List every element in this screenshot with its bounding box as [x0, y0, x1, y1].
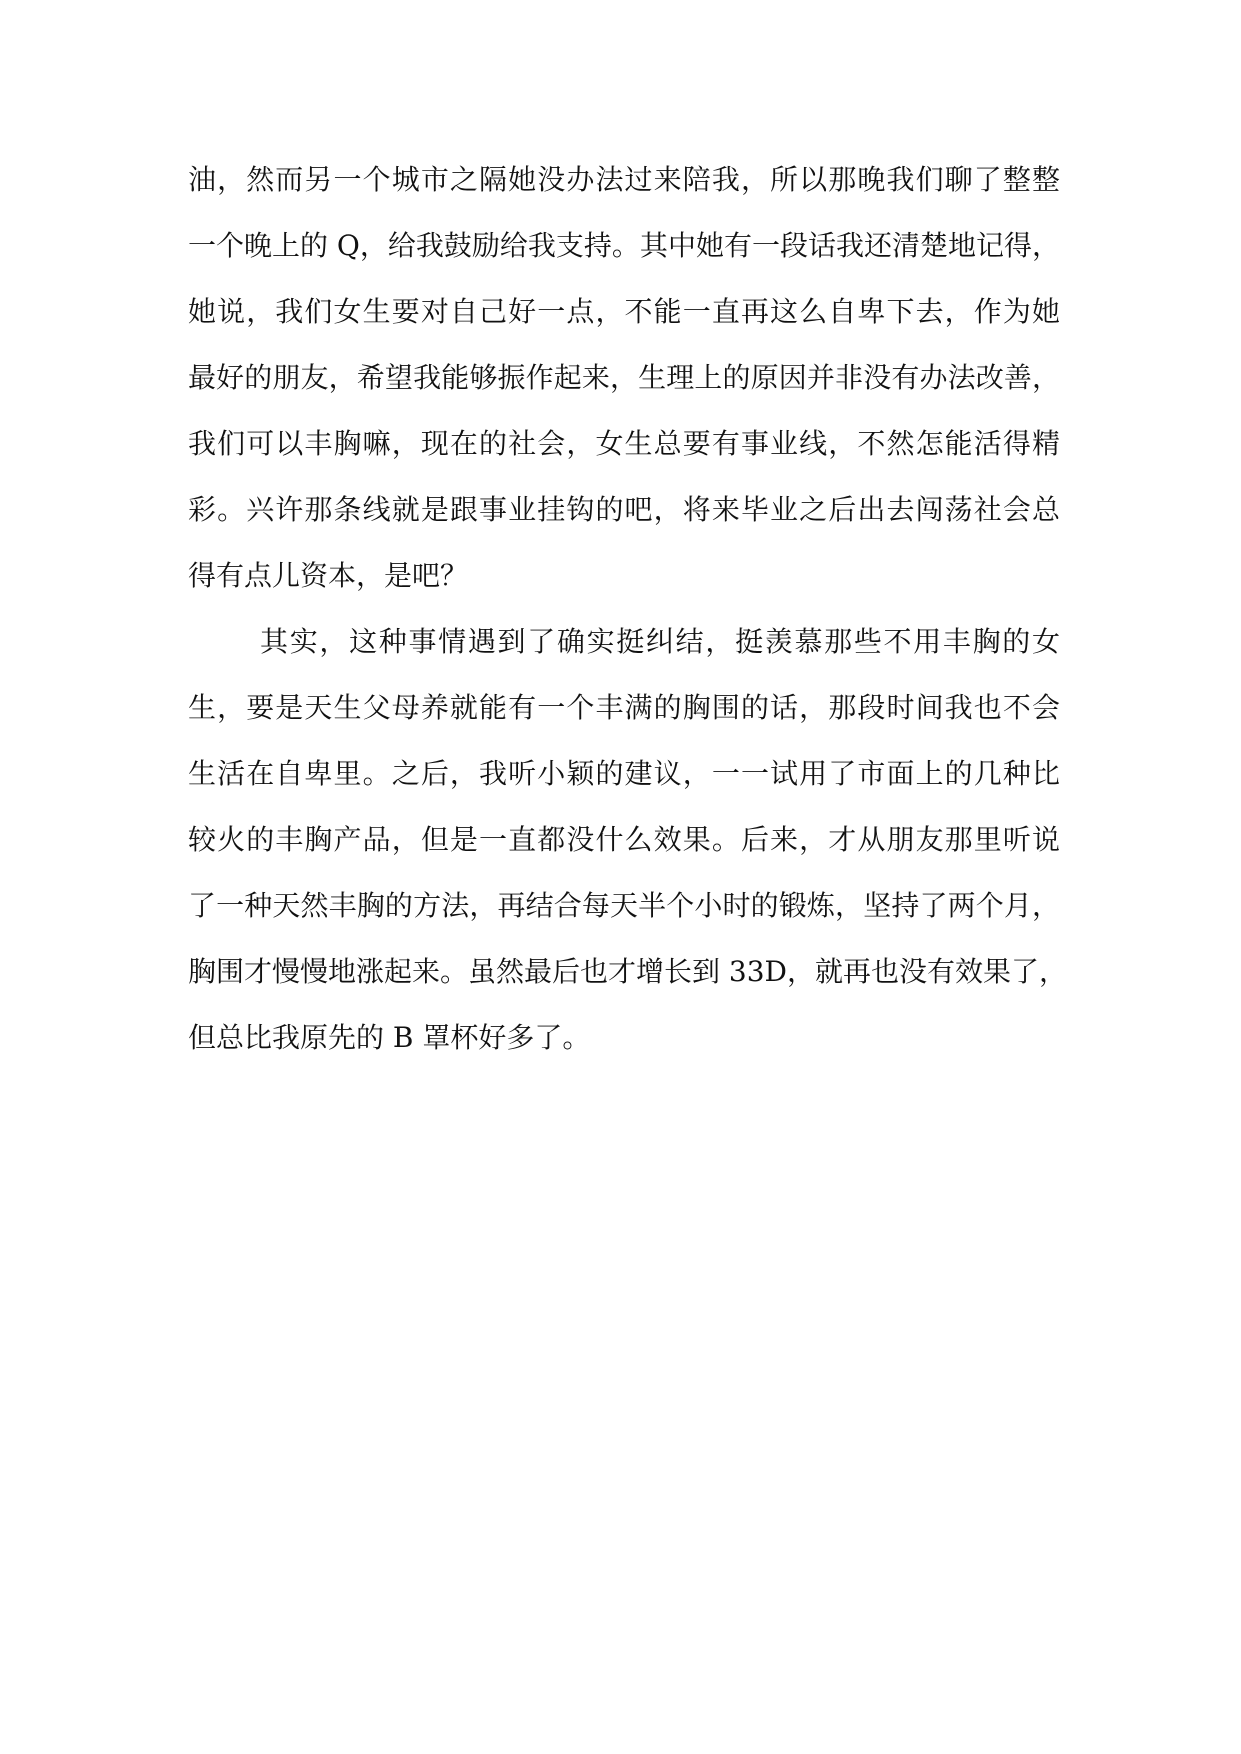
paragraph-line: 胸围才慢慢地涨起来。虽然最后也才增长到 33D，就再也没有效果了，: [188, 955, 1067, 988]
paragraph-line: 一个晚上的 Q，给我鼓励给我支持。其中她有一段话我还清楚地记得，: [188, 229, 1060, 262]
paragraph-line: 生活在自卑里。之后，我听小颖的建议，一一试用了市面上的几种比: [188, 757, 1060, 790]
paragraph-line: 得有点儿资本，是吧？: [188, 559, 469, 592]
paragraph-line: 油，然而另一个城市之隔她没办法过来陪我，所以那晚我们聊了整整: [188, 163, 1060, 196]
paragraph-1: [188, 160, 1060, 596]
paragraph-line: 但总比我原先的 B 罩杯好多了。: [188, 1021, 591, 1054]
paragraph-line: 彩。兴许那条线就是跟事业挂钩的吧，将来毕业之后出去闯荡社会总: [188, 493, 1060, 526]
document-body: [188, 160, 1067, 1084]
paragraph-line: 了一种天然丰胸的方法，再结合每天半个小时的锻炼，坚持了两个月，: [188, 889, 1060, 922]
paragraph-line: 我们可以丰胸嘛，现在的社会，女生总要有事业线，不然怎能活得精: [188, 427, 1060, 460]
paragraph-line: 最好的朋友，希望我能够振作起来，生理上的原因并非没有办法改善，: [188, 361, 1060, 394]
paragraph-line: 她说，我们女生要对自己好一点，不能一直再这么自卑下去，作为她: [188, 295, 1060, 328]
paragraph-line: 较火的丰胸产品，但是一直都没什么效果。后来，才从朋友那里听说: [188, 823, 1060, 856]
paragraph-line: 其实，这种事情遇到了确实挺纠结，挺羡慕那些不用丰胸的女: [260, 625, 1060, 658]
paragraph-line: 生，要是天生父母养就能有一个丰满的胸围的话，那段时间我也不会: [188, 691, 1060, 724]
paragraph-2: [188, 622, 1067, 1058]
